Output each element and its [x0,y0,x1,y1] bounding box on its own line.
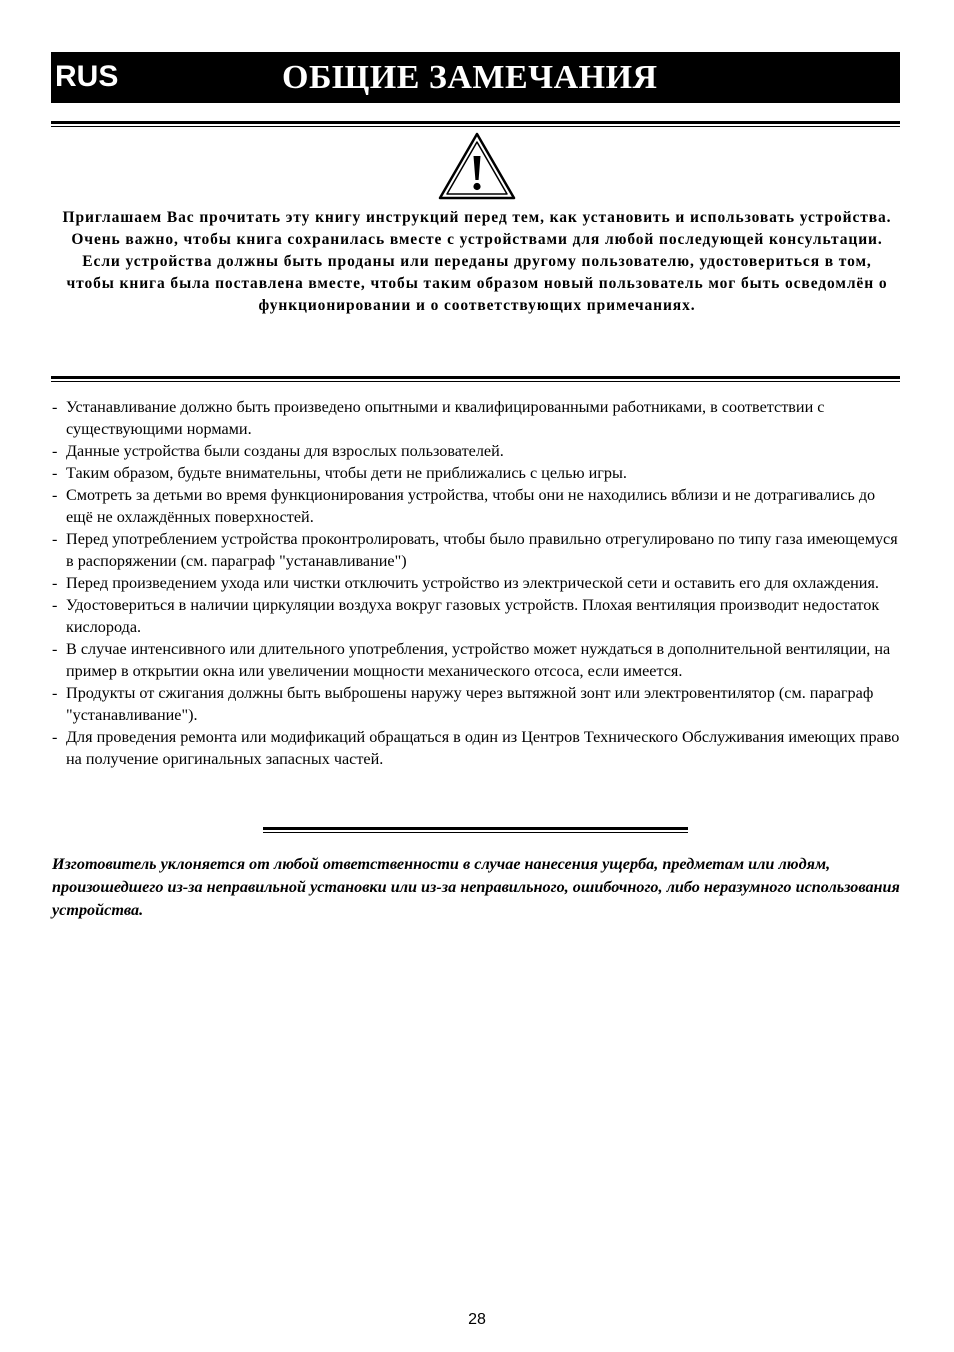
intro-line-read-manual: Приглашаем Вас прочитать эту книгу инструкций перед тем, как установить и использовать устройства. [62,209,892,226]
list-item-text: Удостовериться в наличии циркуляции воздуха вокруг газовых устройств. Плохая вентиляция производит недостаток кислорода. [66,596,880,636]
list-item-text: Таким образом, будьте внимательны, чтобы дети не приближались с целью игры. [66,464,627,482]
language-code: RUS [55,60,119,93]
list-item [52,396,900,440]
short-divider [263,827,688,833]
page-number: 28 [468,1311,486,1328]
liability-disclaimer: Изготовитель уклоняется от любой ответственности в случае нанесения ущерба, предметам или людям, произошедшего из-за неправильной установки или из-за неправильного, ошибочного, либо неразумного использования устройства. [52,855,900,919]
list-item-text: Данные устройства были созданы для взрослых пользователей. [66,442,504,460]
list-dash: - [52,398,58,416]
list-dash: - [52,464,58,482]
list-dash: - [52,530,58,548]
middle-divider [51,376,900,382]
list-item [52,484,900,528]
list-dash: - [52,596,58,614]
list-item [52,440,900,462]
list-dash: - [52,486,58,504]
list-item [52,528,900,572]
list-item [52,594,900,638]
list-item [52,462,900,484]
list-item [52,572,900,594]
list-item-text: Перед произведением ухода или чистки отключить устройство из электрической сети и оставить его для охлаждения. [66,574,879,592]
page-title: ОБЩИЕ ЗАМЕЧАНИЯ [282,59,658,96]
list-item [52,638,900,682]
list-item-text: Устанавливание должно быть произведено опытными и квалифицированными работниками, в соответствии с существующими нормами. [66,398,825,438]
list-item [52,682,900,726]
list-item-text: Для проведения ремонта или модификаций обращаться в один из Центров Технического Обслуживания имеющих право на получение оригинальных запасных частей. [66,728,900,768]
safety-notes-list [52,396,900,770]
list-item [52,726,900,770]
intro-notice [60,207,894,317]
list-dash: - [52,442,58,460]
list-dash: - [52,640,58,658]
intro-line-keep-manual: Очень важно, чтобы книга сохранилась вместе с устройствами для любой последующей консультации. Если устройства должны быть проданы или переданы другому пользователю, удостовериться в том, чтобы книга была поставлена вместе, чтобы таким образом новый пользователь мог быть осведомлён о функционировании и о соответствующих примечаниях. [66,231,888,314]
list-dash: - [52,728,58,746]
list-item-text: Продукты от сжигания должны быть выброшены наружу через вытяжной зонт или электровентилятор (см. параграф "устанавливание"). [66,684,874,724]
warning-triangle-icon [438,131,516,201]
list-dash: - [52,574,58,592]
list-item-text: В случае интенсивного или длительного употребления, устройство может нуждаться в дополнительной вентиляции, на пример в открытии окна или увеличении мощности механического отсоса, если имеется. [66,640,891,680]
header-bar [51,52,900,103]
list-item-text: Смотреть за детьми во время функционирования устройства, чтобы они не находились вблизи и не дотрагивались до ещё не охлаждённых поверхностей. [66,486,876,526]
top-divider [51,121,900,127]
list-item-text: Перед употреблением устройства проконтролировать, чтобы было правильно отрегулировано по типу газа имеющемуся в распоряжении (см. параграф "устанавливание") [66,530,898,570]
list-dash: - [52,684,58,702]
